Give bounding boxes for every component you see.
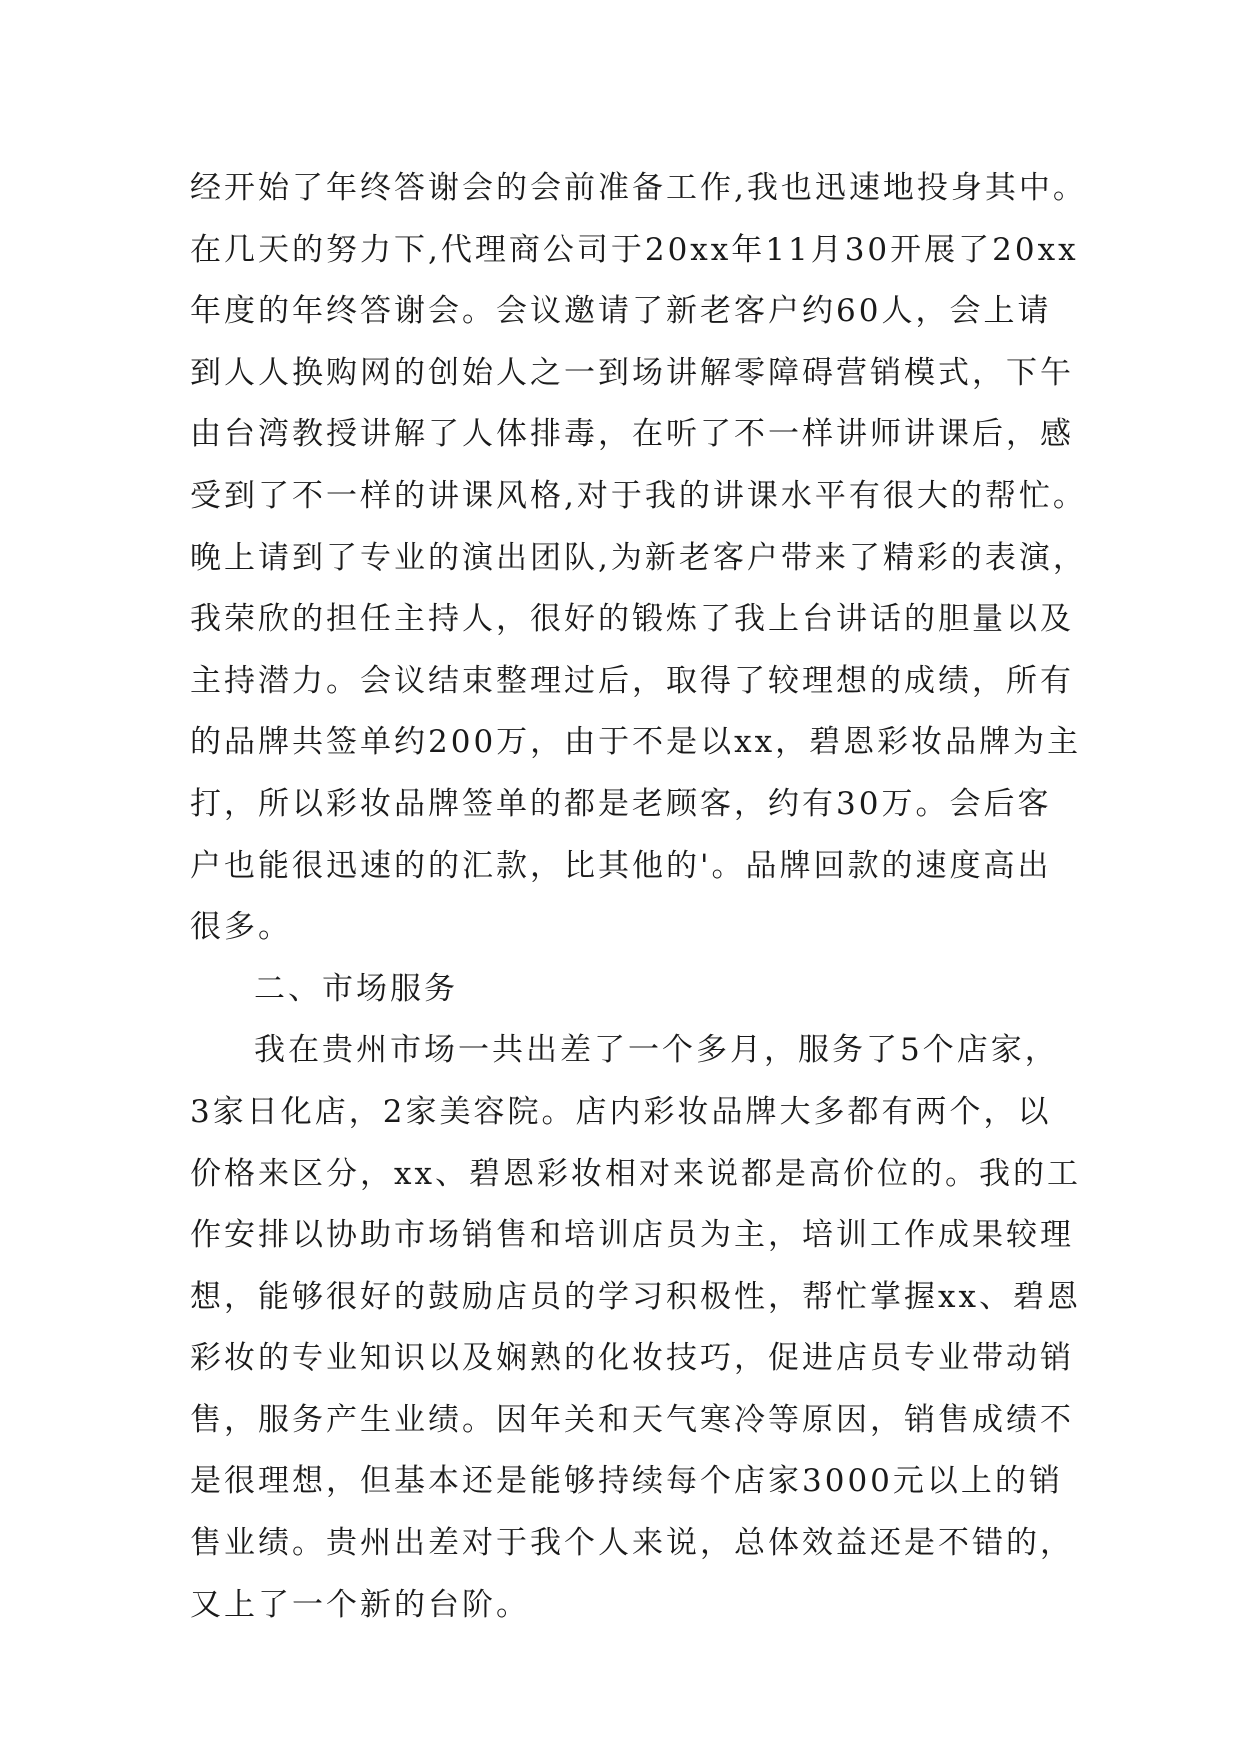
text-line: 户也能很迅速的的汇款，比其他的'。品牌回款的速度高出 — [190, 847, 1052, 884]
text-line: 到人人换购网的创始人之一到场讲解零障碍营销模式，下午 — [190, 354, 1074, 391]
text-line: 晚上请到了专业的演出团队,为新老客户带来了精彩的表演， — [190, 539, 1087, 576]
text-line: 经开始了年终答谢会的会前准备工作,我也迅速地投身其中。 — [190, 170, 1087, 206]
text-line: 是很理想，但基本还是能够持续每个店家3000元以上的销 — [190, 1463, 1063, 1500]
paragraph-first-line: 我在贵州市场一共出差了一个多月，服务了5个店家， — [254, 1032, 1059, 1069]
text-line: 作安排以协助市场销售和培训店员为主，培训工作成果较理 — [190, 1217, 1074, 1254]
text-line: 价格来区分，xx、碧恩彩妆相对来说都是高价位的。我的工 — [190, 1155, 1081, 1192]
text-line: 主持潜力。会议结束整理过后，取得了较理想的成绩，所有 — [190, 662, 1074, 699]
text-line: 想，能够很好的鼓励店员的学习积极性，帮忙掌握xx、碧恩 — [190, 1278, 1081, 1315]
text-line: 3家日化店，2家美容院。店内彩妆品牌大多都有两个，以 — [190, 1093, 1052, 1130]
body-text — [190, 158, 1090, 1636]
text-line: 打，所以彩妆品牌签单的都是老顾客，约有30万。会后客 — [190, 785, 1052, 822]
text-line: 售业绩。贵州出差对于我个人来说，总体效益还是不错的， — [190, 1525, 1074, 1562]
text-line: 很多。 — [190, 909, 292, 946]
section-heading: 二、市场服务 — [254, 970, 458, 1007]
text-line: 在几天的努力下,代理商公司于20xx年11月30开展了20xx — [190, 231, 1079, 268]
text-line: 彩妆的专业知识以及娴熟的化妆技巧，促进店员专业带动销 — [190, 1340, 1074, 1377]
text-line: 的品牌共签单约200万，由于不是以xx，碧恩彩妆品牌为主 — [190, 724, 1082, 761]
text-line: 受到了不一样的讲课风格,对于我的讲课水平有很大的帮忙。 — [190, 477, 1087, 514]
text-line: 由台湾教授讲解了人体排毒，在听了不一样讲师讲课后，感 — [190, 416, 1074, 453]
text-line: 我荣欣的担任主持人，很好的锻炼了我上台讲话的胆量以及 — [190, 601, 1074, 638]
text-line: 售，服务产生业绩。因年关和天气寒冷等原因，销售成绩不 — [190, 1401, 1074, 1438]
text-line: 又上了一个新的台阶。 — [190, 1586, 530, 1623]
text-line: 年度的年终答谢会。会议邀请了新老客户约60人，会上请 — [190, 293, 1052, 330]
